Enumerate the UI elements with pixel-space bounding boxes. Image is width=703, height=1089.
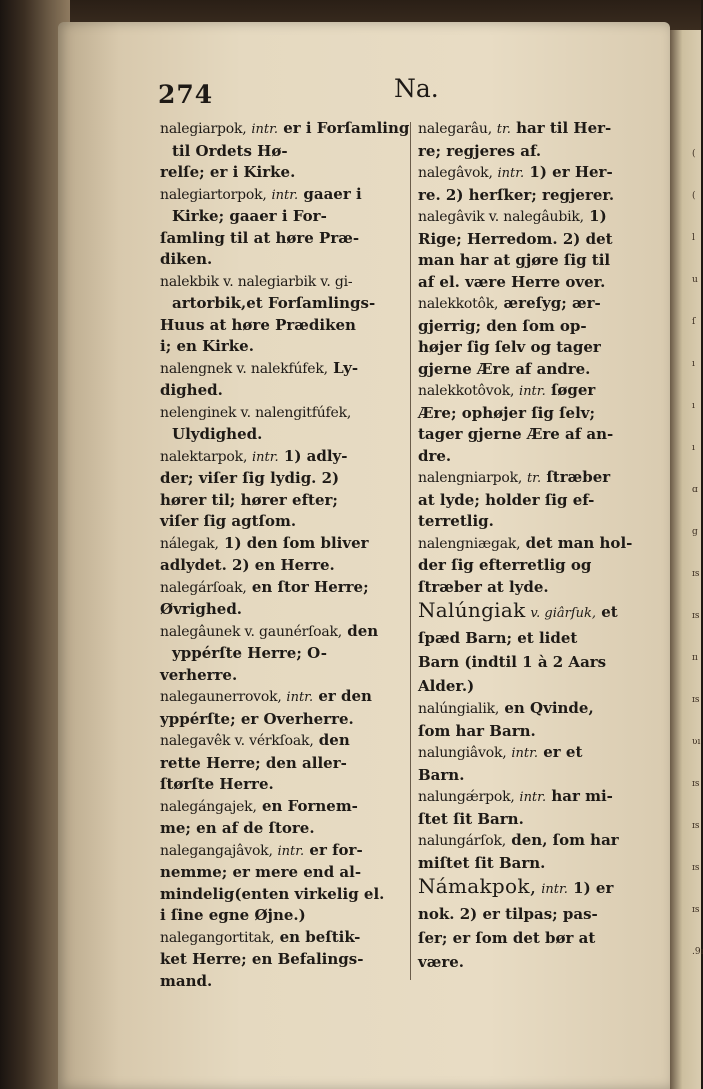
entry-gloss-line: af el. være Herre over. <box>418 272 606 291</box>
entry-gloss-line: er for- <box>304 840 363 859</box>
dictionary-entry <box>418 162 666 206</box>
dictionary-entry <box>418 698 666 742</box>
entry-grammar: intr. <box>541 882 568 897</box>
entry-gloss-line: 1) er <box>567 879 614 897</box>
dictionary-entry <box>160 358 410 402</box>
entry-gloss-line: den <box>313 731 350 749</box>
dictionary-entry <box>418 206 666 293</box>
entry-headword: nálegak, <box>160 535 219 552</box>
facing-page-glyph: .9ı <box>692 947 703 957</box>
facing-page-glyph: ɪı <box>692 653 698 663</box>
entry-gloss-line: nemme; er mere end al- <box>160 863 362 881</box>
facing-page-glyph: ɪs <box>692 611 700 621</box>
facing-page-glyph: ʋı <box>692 737 701 747</box>
facing-page-glyphs <box>684 0 701 1089</box>
entry-headword: nalúngialik, <box>418 701 500 717</box>
entry-gloss-line: Barn. <box>418 765 465 784</box>
entry-gloss-line: rette Herre; den aller- <box>160 753 347 772</box>
entry-gloss-line: Ulydighed. <box>172 425 263 443</box>
entry-headword: nalegarâu, <box>418 121 492 137</box>
entry-grammar: intr. <box>286 690 314 705</box>
facing-page-glyph: ɪs <box>692 821 700 831</box>
entry-gloss-line: være. <box>418 953 465 971</box>
entry-gloss-line: 1) <box>583 207 607 225</box>
right-column <box>418 118 666 974</box>
entry-gloss-line: der; viſer ſig lydig. 2) <box>160 469 340 487</box>
entry-gloss-line: hører til; hører efter; <box>160 490 338 509</box>
entry-gloss-line: ſøger <box>545 381 596 399</box>
facing-page-glyph: ( <box>692 149 696 159</box>
entry-gloss-line: diken. <box>160 250 213 268</box>
entry-gloss-line: at lyde; holder ſig ef- <box>418 490 595 509</box>
entry-headword: nalekkotôk, <box>418 296 499 312</box>
dictionary-entry <box>418 598 666 698</box>
entry-gloss-line: terretlig. <box>418 512 494 530</box>
facing-page-glyph: ɪs <box>692 569 700 579</box>
entry-gloss-line: viſer ſig agtſom. <box>160 512 297 530</box>
entry-grammar: intr. <box>251 449 279 465</box>
entry-gloss-line: en ſtor Herre; <box>246 577 369 596</box>
entry-gloss-line: ſpæd Barn; et lidet <box>418 629 578 647</box>
entry-gloss-line: den, ſom har <box>506 831 619 849</box>
entry-gloss-line: er i Forſamling til Ordets Hø- <box>172 119 410 160</box>
entry-headword: nalegárſoak, <box>160 579 247 596</box>
entry-gloss-line: ſer; er ſom det bør at <box>418 929 596 947</box>
entry-gloss-line: dighed. <box>160 381 223 399</box>
entry-headword: nalegángajek, <box>160 798 257 815</box>
dictionary-entry <box>160 118 410 184</box>
entry-gloss-line: en Fornem- <box>256 796 358 815</box>
entry-gloss-line: den yppérſte Herre; O- <box>172 621 379 662</box>
dictionary-entry <box>160 927 410 993</box>
entry-headword: nalegâvik v. nalegâubik, <box>418 209 584 225</box>
entry-gloss-line: mindelig(enten virkelig el. <box>160 884 385 903</box>
dictionary-entry <box>160 840 410 927</box>
entry-gloss-line: ſtræber <box>541 468 611 486</box>
entry-gloss-line: gjerne Ære af andre. <box>418 359 591 378</box>
entry-gloss-line: i ſine egne Øjne.) <box>160 906 306 924</box>
entry-headword: nalegavêk v. vérkſoak, <box>160 733 314 749</box>
facing-page-glyph: ı <box>692 401 695 411</box>
entry-headword: nalegangajâvok, <box>160 842 273 859</box>
entry-gloss-line: ſtræber at lyde. <box>418 577 549 596</box>
dictionary-entry <box>160 796 410 840</box>
entry-gloss-line: der ſig efterretlig og <box>418 556 592 574</box>
entry-headword: nalegiarpok, <box>160 121 247 137</box>
entry-gloss-line: miſtet ſit Barn. <box>418 853 546 872</box>
entry-gloss-line: mand. <box>160 971 213 990</box>
facing-page-glyph: u <box>692 275 698 285</box>
entry-grammar: intr. <box>497 166 525 181</box>
dictionary-entry <box>160 402 410 446</box>
entry-gloss-line: æreſyg; ær- <box>498 294 601 312</box>
entry-grammar: intr. <box>251 122 278 137</box>
entry-headword: nalekkotôvok, <box>418 383 515 399</box>
facing-page-glyph: ( <box>692 191 696 201</box>
entry-gloss-line: re. 2) herſker; regjerer. <box>418 185 615 204</box>
entry-gloss-line: har til Her- <box>510 119 612 137</box>
entry-grammar: v. giârſuk, <box>530 606 597 621</box>
dictionary-entry <box>160 730 410 796</box>
entry-gloss-line: ſtet ſit Barn. <box>418 809 524 828</box>
entry-headword: nalegangortitak, <box>160 929 275 946</box>
facing-page-glyph: ſ <box>692 317 696 327</box>
entry-headword: nalegâvok, <box>418 165 493 181</box>
entry-gloss-line: yppérſte; er Overherre. <box>160 709 354 728</box>
dictionary-entry <box>418 380 666 467</box>
entry-grammar: tr. <box>526 471 542 486</box>
dictionary-entry <box>160 533 410 577</box>
entry-headword: nalungiâvok, <box>418 745 507 761</box>
entry-gloss-line: højer ſig ſelv og tager <box>418 338 601 356</box>
dictionary-entry <box>160 446 410 533</box>
dictionary-entry <box>160 686 410 730</box>
dictionary-entry <box>418 467 666 533</box>
entry-gloss-line: Øvrighed. <box>160 600 243 618</box>
facing-page-glyph: ɪs <box>692 863 700 873</box>
entry-gloss-line: nok. 2) er tilpas; pas- <box>418 905 598 923</box>
entry-headword: nalektarpok, <box>160 448 248 465</box>
facing-page-glyph: ɪs <box>692 779 700 789</box>
facing-page-glyph: g <box>692 527 698 537</box>
entry-gloss-line: Ly- <box>327 358 359 377</box>
entry-gloss-line: en Qvinde, <box>499 699 594 717</box>
dictionary-entry <box>418 118 666 162</box>
entry-grammar: intr. <box>511 746 539 761</box>
entry-gloss-line: et <box>596 603 618 621</box>
entry-gloss-line: adlydet. 2) en Herre. <box>160 556 335 574</box>
entry-gloss-line: ſom har Barn. <box>418 721 536 740</box>
entry-headword: nalengnek v. nalekfúfek, <box>160 360 328 377</box>
facing-page-glyph: ɪs <box>692 905 700 915</box>
dictionary-entry <box>160 184 410 271</box>
dictionary-entry <box>418 293 666 380</box>
entry-grammar: intr. <box>271 187 299 203</box>
entry-headword: nalegiartorpok, <box>160 186 267 203</box>
facing-page-glyph: ı <box>692 443 695 453</box>
entry-gloss-line: Huus at høre Prædiken <box>160 315 356 334</box>
entry-headword: nalekbik v. nalegiarbik v. gi- <box>160 273 353 290</box>
entry-headword: nelenginek v. nalengitfúfek, <box>160 404 352 421</box>
entry-gloss-line: er den <box>313 687 372 705</box>
entry-headword: nalengniarpok, <box>418 470 523 486</box>
entry-gloss-line: Rige; Herredom. 2) det <box>418 229 613 248</box>
entry-headword: nalungárſok, <box>418 833 507 849</box>
entry-gloss-line: er et <box>538 743 583 761</box>
entry-gloss-line: me; en af de ſtore. <box>160 819 315 837</box>
entry-gloss-line: ket Herre; en Befalings- <box>160 950 364 968</box>
entry-grammar: intr. <box>519 790 547 805</box>
page-number: 274 <box>158 80 214 109</box>
dictionary-entry <box>418 874 666 974</box>
entry-headword: nalegaunerrovok, <box>160 689 282 705</box>
entry-gloss-line: man har at gjøre ſig til <box>418 251 611 269</box>
entry-gloss-line: Ære; ophøjer ſig ſelv; <box>418 403 596 422</box>
entry-gloss-line: tager gjerne Ære af an- <box>418 425 614 443</box>
entry-headword: nalungǽrpok, <box>418 789 515 805</box>
entry-headword: nalengniægak, <box>418 535 521 552</box>
entry-headword: nalegâunek v. gaunérſoak, <box>160 623 343 640</box>
facing-page-glyph: l <box>692 233 695 243</box>
dictionary-entry <box>418 786 666 830</box>
entry-headword: Nalúngiak <box>418 598 526 622</box>
entry-gloss-line: ſamling til at høre Præ- <box>160 228 360 247</box>
entry-gloss-line: ſtørſte Herre. <box>160 775 274 793</box>
entry-grammar: intr. <box>277 843 305 859</box>
dictionary-entry <box>418 742 666 786</box>
entry-gloss-line: Alder.) <box>418 677 475 695</box>
entry-gloss-line: 1) den ſom bliver <box>218 533 369 552</box>
dictionary-entry <box>160 271 410 358</box>
entry-gloss-line: en beſtik- <box>274 927 361 946</box>
dictionary-entry <box>160 621 410 687</box>
dictionary-entry <box>160 577 410 621</box>
entry-gloss-line: relſe; er i Kirke. <box>160 163 296 181</box>
facing-page-glyph: ɑ <box>692 485 698 495</box>
entry-gloss-line: gjerrig; den ſom op- <box>418 316 587 335</box>
entry-gloss-line: 1) adly- <box>278 446 348 465</box>
entry-gloss-line: artorbik,et Forſamlings- <box>172 294 376 312</box>
left-column <box>160 118 410 992</box>
running-head: Na. <box>394 74 439 103</box>
dictionary-entry <box>418 830 666 874</box>
entry-headword: Námakpok, <box>418 874 537 898</box>
entry-gloss-line: verherre. <box>160 665 238 684</box>
facing-page-glyph: ı <box>692 359 695 369</box>
entry-gloss-line: har mi- <box>546 787 613 805</box>
entry-grammar: tr. <box>496 122 511 137</box>
entry-gloss-line: re; regjeres af. <box>418 141 542 160</box>
facing-page-glyph: ɪs <box>692 695 700 705</box>
dictionary-entry <box>418 533 666 599</box>
column-divider <box>410 122 411 980</box>
entry-gloss-line: i; en Kirke. <box>160 337 254 355</box>
entry-gloss-line: Barn (indtil 1 à 2 Aars <box>418 653 607 671</box>
entry-grammar: intr. <box>519 384 546 399</box>
entry-gloss-line: det man hol- <box>520 533 633 552</box>
entry-gloss-line: 1) er Her- <box>524 163 613 181</box>
entry-gloss-line: gaaer i Kirke; gaaer i For- <box>172 184 362 225</box>
entry-gloss-line: dre. <box>418 446 452 465</box>
